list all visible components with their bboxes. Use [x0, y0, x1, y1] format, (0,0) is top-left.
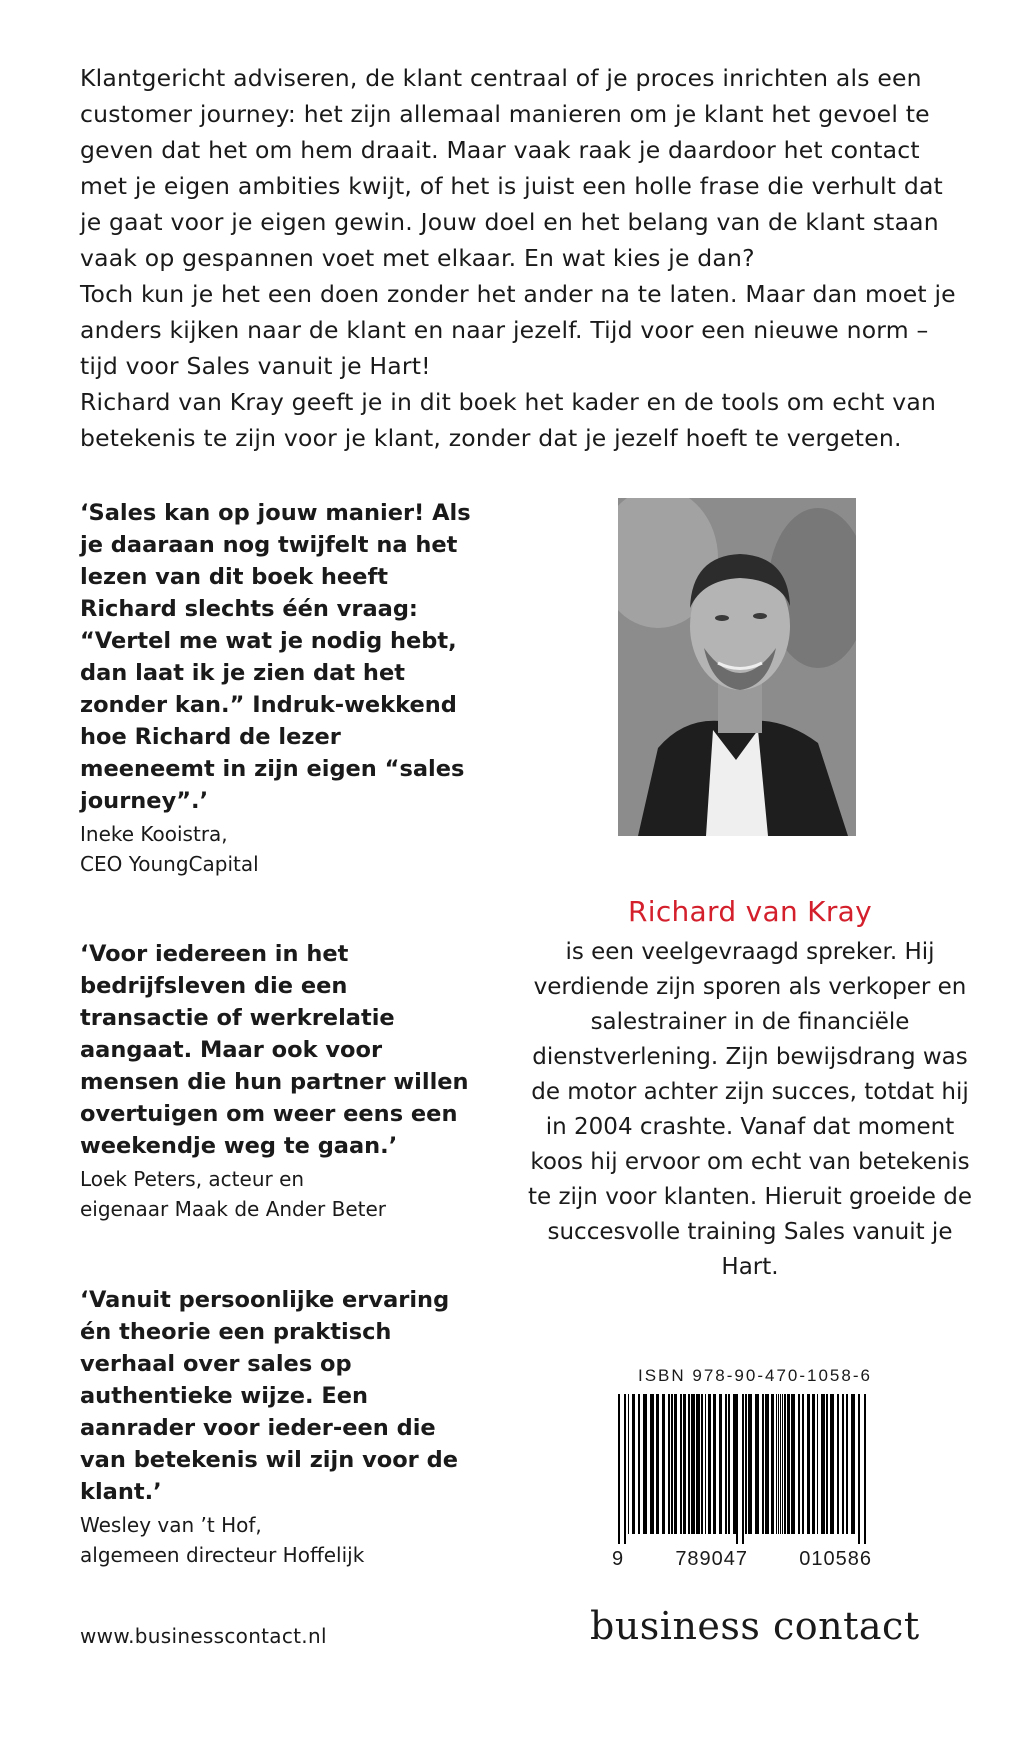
barcode-bar	[668, 1394, 670, 1534]
barcode-bar	[683, 1394, 686, 1534]
barcode-bar	[736, 1394, 738, 1544]
barcode-bar	[830, 1394, 834, 1534]
intro-paragraph: Richard van Kray geeft je in dit boek het kader en de tools om echt van betekenis te zijn voor je klant, zonder dat je jezelf hoeft te vergeten.	[80, 388, 937, 452]
barcode-bar	[748, 1394, 752, 1534]
barcode-bar	[846, 1394, 848, 1534]
quote-author-role: algemeen directeur Hoffelijk	[80, 1543, 365, 1567]
barcode-bar	[643, 1394, 647, 1534]
quote-author: Loek Peters, acteur en	[80, 1167, 305, 1191]
barcode-bar	[837, 1394, 839, 1534]
barcode-bar	[708, 1394, 711, 1534]
publisher-website: www.businesscontact.nl	[80, 1624, 327, 1648]
quote-attribution	[80, 1164, 480, 1224]
barcode-bar	[624, 1394, 626, 1544]
barcode-bar	[671, 1394, 673, 1534]
barcode-bar	[632, 1394, 635, 1534]
publisher-logo: business contact	[590, 1604, 920, 1648]
barcode-bar	[618, 1394, 620, 1544]
barcode-bar	[638, 1394, 640, 1534]
intro-paragraph: Klantgericht adviseren, de klant centraal of je proces inrichten als een customer journey: het zijn allemaal manieren om je klant het gevoel te geven dat het om hem draait. Maar vaak raak je daardoor het contact met je eigen ambities kwijt, of het is juist een holle frase die verhult dat je gaat voor je eigen gewin. Jouw doel en het belang van de klant staan vaak op gespannen voet met elkaar. En wat kies je dan?	[80, 64, 943, 272]
barcode-bar	[691, 1394, 695, 1534]
barcode-bar	[742, 1394, 744, 1544]
review-quote-1	[80, 497, 480, 879]
barcode-bar	[802, 1394, 804, 1534]
author-name: Richard van Kray	[627, 895, 872, 928]
barcode-bar	[858, 1394, 860, 1544]
barcode-bar	[696, 1394, 700, 1534]
barcode-bar	[812, 1394, 815, 1534]
barcode-bar	[765, 1394, 769, 1534]
isbn-barcode	[618, 1394, 866, 1544]
barcode-bar	[776, 1394, 777, 1534]
barcode-bar	[628, 1394, 629, 1534]
barcode-bar	[798, 1394, 800, 1534]
barcode-bar	[650, 1394, 654, 1534]
barcode-bar	[864, 1394, 866, 1544]
barcode-bar	[762, 1394, 764, 1534]
barcode-bar	[778, 1394, 779, 1534]
barcode-bar	[674, 1394, 677, 1534]
quote-text: ‘Vanuit persoonlijke ervaring én theorie een praktisch verhaal over sales op authentieke wijze. Een aanrader voor ieder-een die van betekenis wil zijn voor de klant.’	[80, 1287, 458, 1505]
barcode-bar	[688, 1394, 690, 1534]
barcode-bar	[780, 1394, 781, 1534]
barcode-digit-group: 9	[612, 1548, 625, 1570]
quote-text: ‘Voor iedereen in het bedrijfsleven die een transactie of werkrelatie aangaat. Maar ook voor mensen die hun partner willen overtuigen om weer eens een weekendje weg te gaan.’	[80, 941, 469, 1159]
barcode-bar	[713, 1394, 716, 1534]
review-quote-3	[80, 1284, 480, 1570]
barcode-bar	[701, 1394, 703, 1534]
review-quote-2	[80, 938, 480, 1224]
barcode-bar	[728, 1394, 730, 1534]
barcode-bar	[842, 1394, 844, 1534]
barcode-bar	[771, 1394, 774, 1534]
barcode-bar	[784, 1394, 786, 1534]
barcode-bar	[725, 1394, 727, 1534]
barcode-bar	[733, 1394, 736, 1534]
author-photo	[618, 498, 856, 836]
barcode-digit-group: 789047	[675, 1548, 749, 1570]
barcode-bar	[782, 1394, 783, 1534]
author-bio: is een veelgevraagd spreker. Hij verdiende zijn sporen als verkoper en salestrainer in de financiële dienstverlening. Zijn bewijsdrang was de motor achter zijn succes, totdat hij in 2004 crashte. Vanaf dat moment koos hij ervoor om echt van betekenis te zijn voor klanten. Hieruit groeide de succesvolle training Sales vanuit je Hart.	[527, 939, 973, 1280]
barcode-bar	[755, 1394, 759, 1534]
barcode-bar	[821, 1394, 825, 1534]
barcode-bar	[791, 1394, 795, 1534]
quote-text: ‘Sales kan op jouw manier! Als je daaraan nog twijfelt na het lezen van dit boek heeft Richard slechts één vraag: “Vertel me wat je nodig hebt, dan laat ik je zien dat het zonder kan.” Indruk-wekkend hoe Richard de lezer meeneemt in zijn eigen “sales journey”.’	[80, 500, 471, 814]
barcode-bar	[705, 1394, 706, 1534]
quote-author-role: eigenaar Maak de Ander Beter	[80, 1197, 387, 1221]
quote-attribution	[80, 1510, 480, 1570]
quote-author: Wesley van ’t Hof,	[80, 1513, 262, 1537]
quote-author: Ineke Kooistra,	[80, 822, 228, 846]
quote-attribution	[80, 819, 480, 879]
isbn-label: ISBN 978-90-470-1058-6	[638, 1366, 872, 1385]
barcode-bar	[817, 1394, 818, 1534]
barcode-bar	[787, 1394, 790, 1534]
barcode-bar	[851, 1394, 855, 1534]
barcode-digit-group: 010586	[799, 1548, 872, 1570]
barcode-digits	[612, 1548, 872, 1571]
barcode-bar	[662, 1394, 665, 1534]
barcode-bar	[719, 1394, 722, 1534]
barcode-bar	[680, 1394, 682, 1534]
barcode-bar	[807, 1394, 810, 1534]
barcode-bar	[656, 1394, 659, 1534]
quote-author-role: CEO YoungCapital	[80, 852, 259, 876]
barcode-bar	[745, 1394, 747, 1534]
barcode-bar	[826, 1394, 828, 1534]
intro-paragraph: Toch kun je het een doen zonder het ander na te laten. Maar dan moet je anders kijken naar de klant en naar jezelf. Tijd voor een nieuwe norm – tijd voor Sales vanuit je Hart!	[80, 280, 956, 380]
intro-text	[80, 60, 960, 456]
